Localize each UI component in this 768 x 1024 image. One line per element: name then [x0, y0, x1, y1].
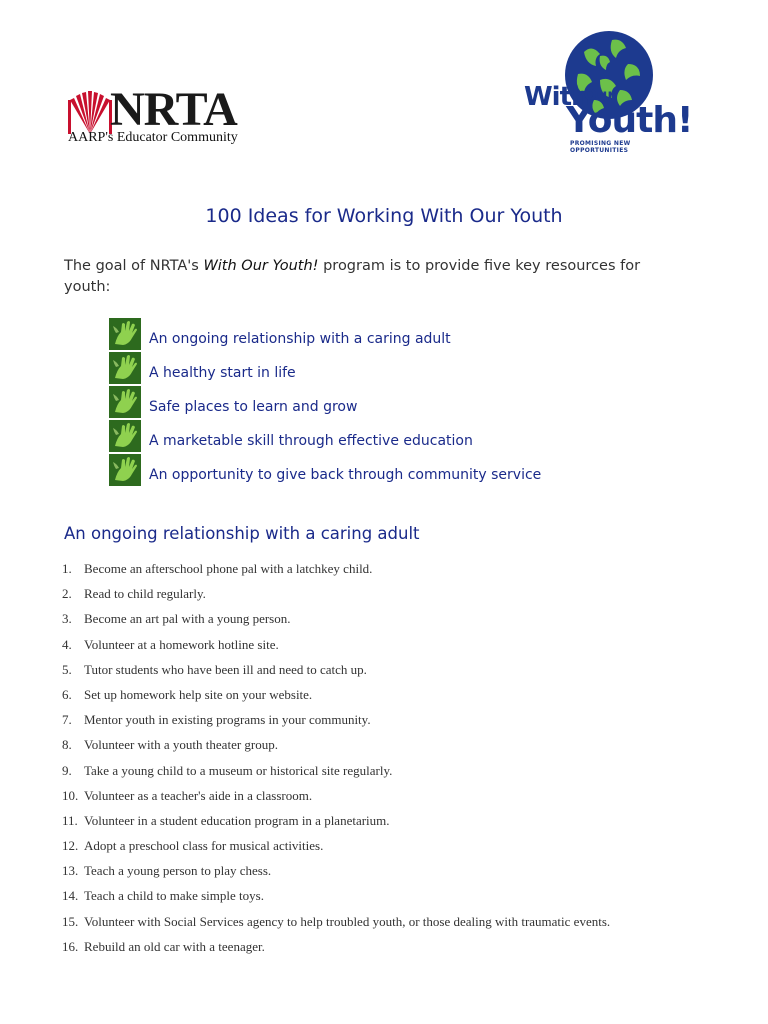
resource-item: [109, 352, 669, 386]
item-text: Volunteer as a teacher's aide in a classroom.: [84, 787, 313, 803]
item-text: Volunteer with Social Services agency to help troubled youth, or those dealing with traumatic events.: [84, 913, 611, 929]
item-number: 1.: [62, 561, 72, 576]
item-text: Tutor students who have been ill and need to catch up.: [84, 661, 367, 677]
list-item: [62, 711, 742, 736]
item-number: 3.: [62, 611, 72, 627]
list-item: [62, 862, 742, 887]
list-item: [62, 610, 742, 635]
item-text: Volunteer in a student education program in a planetarium.: [84, 812, 390, 828]
resource-label: A healthy start in life: [149, 365, 296, 381]
hand-bullet-icon: [109, 420, 141, 452]
nrta-fan-icon: [68, 90, 112, 134]
document-title: 100 Ideas for Working With Our Youth: [205, 205, 563, 227]
program-name: With Our Youth!: [203, 258, 319, 274]
item-number: 14.: [62, 888, 79, 904]
item-text: Set up homework help site on your website.: [84, 686, 313, 702]
list-item: [62, 887, 742, 912]
item-number: 10.: [62, 787, 79, 803]
resource-label: An opportunity to give back through community service: [149, 467, 542, 483]
item-text: Read to child regularly.: [84, 586, 206, 602]
hand-bullet-icon: [109, 454, 141, 486]
list-item: [62, 938, 742, 963]
nrta-wordmark: NRTA: [110, 83, 237, 136]
resource-item: [109, 386, 669, 420]
item-text: Become an afterschool phone pal with a latchkey child.: [84, 561, 373, 576]
item-text: Teach a young person to play chess.: [84, 863, 272, 879]
item-number: 5.: [62, 661, 72, 677]
item-text: Teach a child to make simple toys.: [84, 888, 264, 904]
item-number: 12.: [62, 838, 79, 854]
resource-item: [109, 454, 669, 488]
item-text: Volunteer with a youth theater group.: [84, 737, 278, 753]
item-number: 7.: [62, 712, 72, 728]
list-item: [62, 560, 742, 585]
item-text: Rebuild an old car with a teenager.: [84, 938, 265, 954]
list-item: [62, 837, 742, 862]
item-number: 4.: [62, 636, 72, 652]
list-item: [62, 585, 742, 610]
resource-label: An ongoing relationship with a caring adult: [149, 331, 451, 347]
list-item: [62, 636, 742, 661]
intro-text-before: The goal of NRTA's: [64, 258, 204, 274]
item-text: Become an art pal with a young person.: [84, 611, 291, 627]
woy-youth-text: Youth!: [566, 100, 693, 141]
list-item: [62, 812, 742, 837]
item-text: Take a young child to a museum or historical site regularly.: [84, 762, 393, 778]
nrta-subtitle: AARP's Educator Community: [68, 130, 238, 145]
hand-bullet-icon: [109, 352, 141, 384]
nrta-logo: [68, 83, 243, 150]
list-item: [62, 661, 742, 686]
item-number: 15.: [62, 913, 79, 929]
list-item: [62, 762, 742, 787]
item-text: Adopt a preschool class for musical activities.: [84, 838, 324, 854]
list-item: [62, 913, 742, 938]
item-number: 6.: [62, 686, 72, 702]
woy-with-text: With: [524, 82, 589, 112]
intro-paragraph: [64, 256, 684, 298]
with-our-youth-logo: [522, 30, 693, 160]
resource-label: Safe places to learn and grow: [149, 399, 358, 415]
item-number: 2.: [62, 586, 72, 602]
item-number: 9.: [62, 762, 72, 778]
intro-text-after: program is to provide five key resources for youth:: [64, 258, 641, 295]
list-item: [62, 787, 742, 812]
item-number: 13.: [62, 863, 79, 879]
item-number: 11.: [62, 812, 78, 828]
ideas-list: [62, 560, 742, 963]
item-text: Volunteer at a homework hotline site.: [84, 636, 279, 652]
item-number: 8.: [62, 737, 72, 753]
woy-tagline: PROMISING NEW OPPORTUNITIES: [570, 140, 631, 154]
hand-bullet-icon: [109, 318, 141, 350]
hand-bullet-icon: [109, 386, 141, 418]
resource-item: [109, 318, 669, 352]
resource-label: A marketable skill through effective education: [149, 433, 473, 449]
resource-item: [109, 420, 669, 454]
woy-our-text: Our: [584, 86, 615, 104]
item-number: 16.: [62, 938, 79, 954]
section-heading: An ongoing relationship with a caring adult: [64, 524, 420, 543]
list-item: [62, 736, 742, 761]
resource-list: [109, 318, 669, 488]
list-item: [62, 686, 742, 711]
item-text: Mentor youth in existing programs in your community.: [84, 712, 371, 728]
